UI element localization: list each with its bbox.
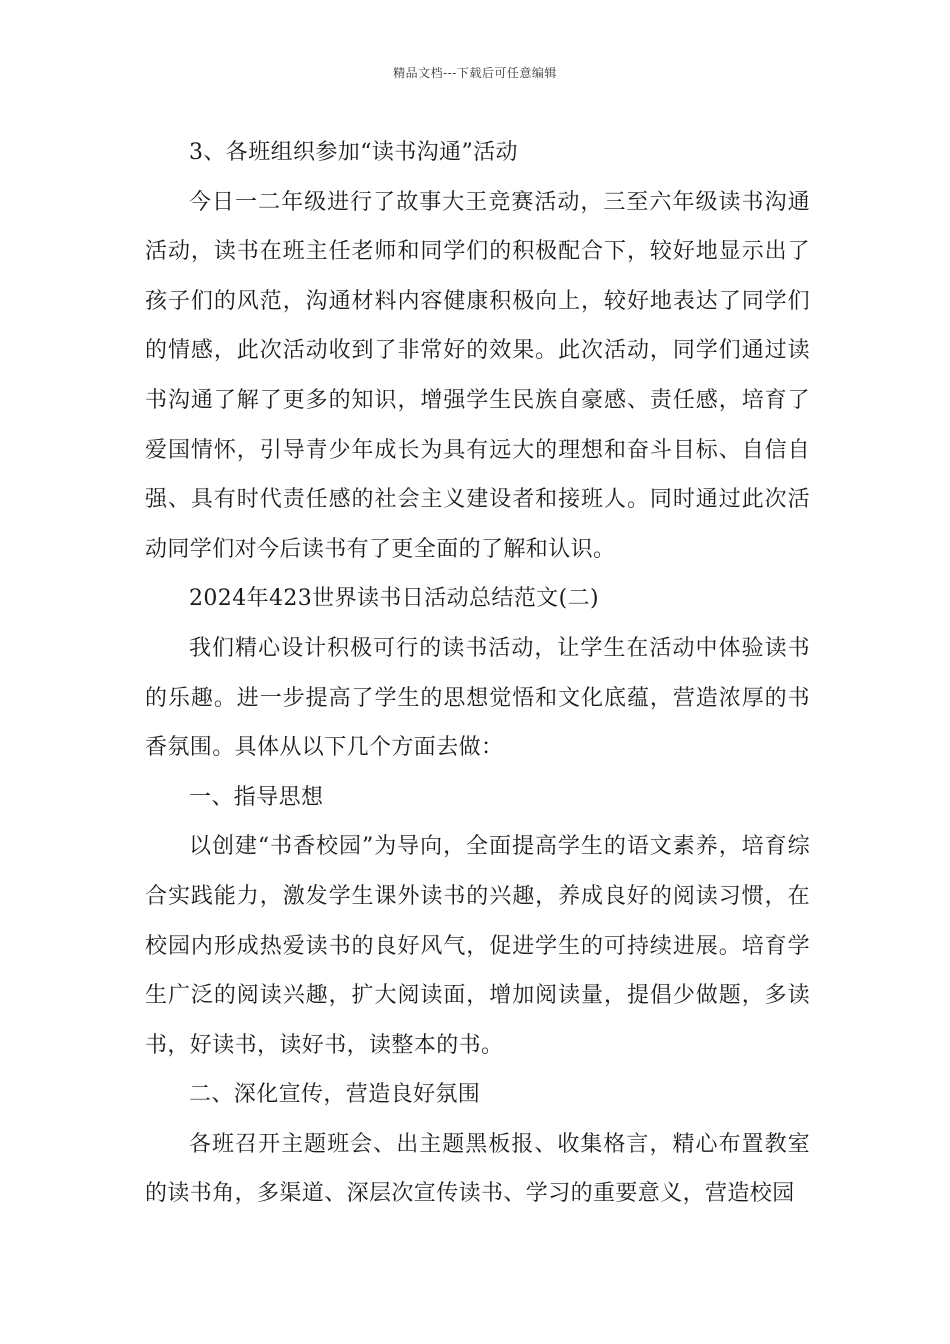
paragraph-guiding-thought: 以创建“书香校园”为导向，全面提高学生的语文素养，培育综合实践能力，激发学生课外读书的兴趣，养成良好的阅读习惯，在校园内形成热爱读书的良好风气，促进学生的可持续进展。培育学生广泛的阅读兴趣，扩大阅读面，增加阅读量，提倡少做题，多读书，好读书，读好书，读整本的书。	[145, 834, 810, 1058]
section-heading-publicity: 二、深化宣传，营造良好氛围	[189, 1082, 481, 1108]
section-heading-guiding-thought: 一、指导思想	[189, 784, 324, 810]
section-heading-activity-3: 3、各班组织参加“读书沟通”活动	[189, 140, 518, 165]
document-subtitle: 2024年423世界读书日活动总结范文(二)	[189, 586, 599, 612]
paragraph-publicity: 各班召开主题班会、出主题黑板报、收集格言，精心布置教室的读书角，多渠道、深层次宣传读书、学习的重要意义，营造校园	[145, 1131, 810, 1207]
page-header: 精品文档---下载后可任意编辑	[393, 66, 557, 80]
paragraph-activity-summary: 今日一二年级进行了故事大王竞赛活动，三至六年级读书沟通活动，读书在班主任老师和同学们的积极配合下，较好地显示出了孩子们的风范，沟通材料内容健康积极向上，较好地表达了同学们的情感，此次活动收到了非常好的效果。此次活动，同学们通过读书沟通了解了更多的知识，增强学生民族自豪感、责任感，培育了爱国情怀，引导青少年成长为具有远大的理想和奋斗目标、自信自强、具有时代责任感的社会主义建设者和接班人。同时通过此次活动同学们对今后读书有了更全面的了解和认识。	[145, 189, 810, 562]
paragraph-intro: 我们精心设计积极可行的读书活动，让学生在活动中体验读书的乐趣。进一步提高了学生的思想觉悟和文化底蕴，营造浓厚的书香氛围。具体从以下几个方面去做：	[145, 635, 810, 761]
document-body	[145, 128, 810, 1219]
